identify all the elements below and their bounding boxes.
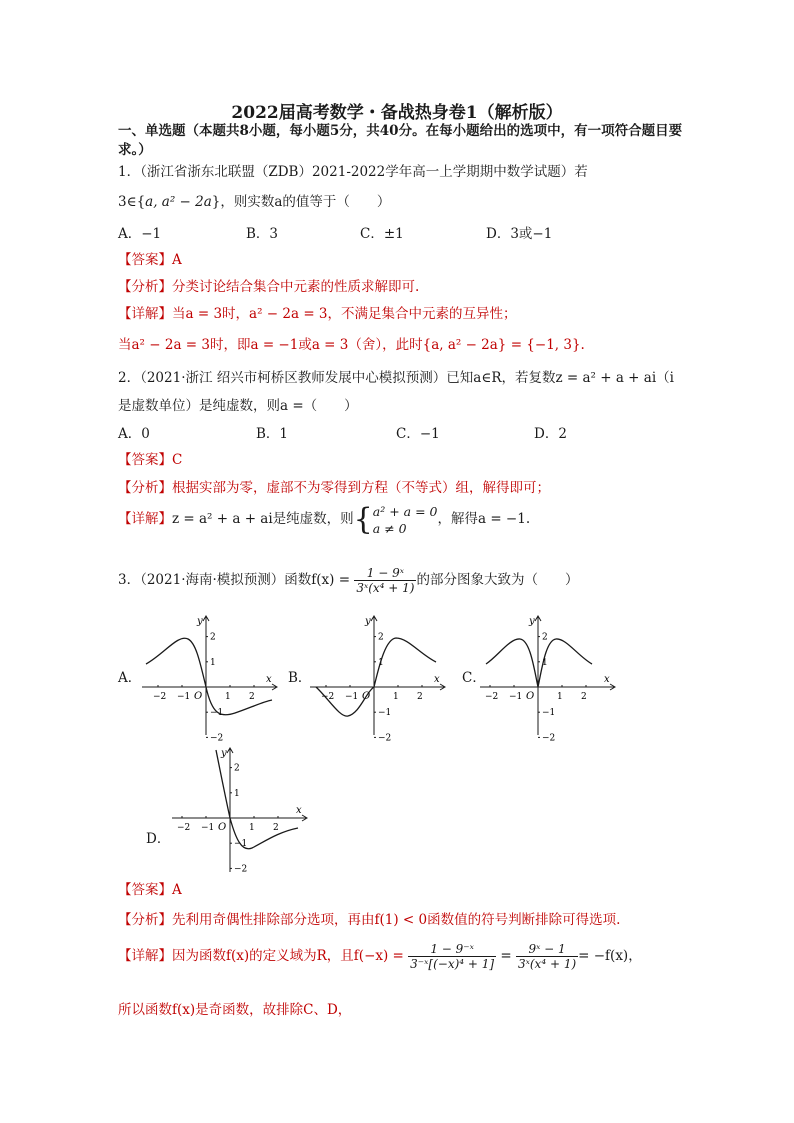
y-tick-label: −1 [210, 708, 224, 719]
x-tick-label: 1 [225, 692, 231, 702]
graph-c [478, 612, 618, 744]
system-brace: { [353, 502, 373, 537]
page-title: 2022届高考数学・备战热身卷1（解析版） [231, 103, 563, 123]
analysis-tag: 【分析】 [118, 912, 172, 928]
graph-d-axes [172, 748, 307, 874]
x-axis-label: x [296, 805, 302, 816]
y-tick-label: −1 [234, 839, 248, 850]
detail-text: 当a = 3时，a² − 2a = 3，不满足集合中元素的互异性； [172, 306, 517, 322]
graph-b [308, 612, 448, 744]
frac-numerator: 1 − 9⁻ˣ [408, 942, 496, 957]
y-tick-label: 1 [210, 657, 216, 668]
graph-b-axes [310, 616, 445, 743]
origin-label: O [194, 691, 203, 702]
q1-analysis [118, 275, 419, 295]
detail-text: 因为函数f(x)的定义域为R，且f(−x) = [172, 948, 404, 964]
q2-option-c: C．−1 [396, 426, 440, 442]
q1-stem: 1．（浙江省浙东北联盟（ZDB）2021-2022学年高一上学期期中数学试题）若 [118, 164, 588, 180]
x-tick-label: −2 [177, 823, 191, 833]
q3-detail [118, 942, 642, 971]
system-eq-2: a ≠ 0 [372, 520, 407, 536]
y-tick-label: −2 [210, 733, 224, 744]
detail-post: ，解得a = −1. [437, 511, 531, 527]
frac-numerator: 1 − 9ˣ [354, 566, 416, 581]
q3-stem-pre: 3．（2021·海南·模拟预测）函数f(x) = [118, 572, 351, 588]
answer-tag: 【答案】 [118, 452, 172, 468]
q2-answer [118, 448, 182, 468]
q1-set-post: }，则实数a的值等于（ ） [211, 194, 391, 210]
q1-option-b: B．3 [246, 226, 279, 242]
q1-set-pre: 3∈{ [118, 194, 146, 210]
detail-tag: 【详解】 [118, 306, 172, 322]
graph-d [170, 744, 310, 874]
y-tick-label: −2 [234, 864, 248, 875]
x-tick-label: 2 [417, 692, 423, 702]
x-tick-label: −1 [201, 823, 215, 833]
equation-system [373, 503, 438, 537]
frac-numerator: 9ˣ − 1 [516, 942, 578, 957]
x-axis-label: x [604, 674, 610, 685]
x-tick-label: 1 [557, 692, 563, 702]
x-tick-label: −1 [177, 692, 191, 702]
graph-a-curve [146, 638, 272, 715]
y-tick-label: 1 [378, 657, 384, 668]
y-axis-label: y [221, 748, 227, 759]
y-tick-label: −1 [378, 708, 392, 719]
x-axis-label: x [266, 674, 272, 685]
analysis-tag: 【分析】 [118, 279, 172, 295]
y-tick-label: −1 [542, 708, 556, 719]
q3-stem-post: 的部分图象大致为（ ） [416, 572, 579, 588]
graph-d-curve [216, 750, 298, 849]
q3-fraction [354, 566, 416, 595]
graph-label-d: D． [146, 831, 171, 847]
answer-value: A [172, 882, 182, 898]
y-axis-label: y [365, 616, 371, 627]
y-axis-label: y [197, 616, 203, 627]
q1-set: a, a² − 2a [145, 194, 212, 210]
graph-b-curve [316, 638, 436, 719]
q3-analysis [118, 908, 620, 928]
detail-tag: 【详解】 [118, 948, 172, 964]
q1-detail-2: 当a² − 2a = 3时，即a = −1或a = 3（舍），此时{a, a² − 2a} = {−1, 3}. [118, 337, 585, 353]
y-tick-label: −2 [378, 733, 392, 744]
q3-answer [118, 878, 182, 898]
q1-option-c: C．±1 [360, 226, 404, 242]
y-axis-label: y [529, 616, 535, 627]
origin-label: O [362, 691, 371, 702]
y-tick-label: 2 [378, 632, 384, 643]
y-tick-label: 2 [234, 763, 240, 774]
x-tick-label: −1 [345, 692, 359, 702]
answer-value: A [172, 252, 182, 268]
answer-tag: 【答案】 [118, 882, 172, 898]
q2-option-b: B．1 [256, 426, 289, 442]
analysis-text: 根据实部为零，虚部不为零得到方程（不等式）组，解得即可； [172, 480, 550, 496]
q2-stem: 2．（2021·浙江 绍兴市柯桥区教师发展中心模拟预测）已知a∈R，若复数z = a² + a + ai（i [118, 370, 674, 386]
x-axis-label: x [434, 674, 440, 685]
q1-answer [118, 248, 182, 268]
x-tick-label: 2 [273, 823, 279, 833]
x-tick-label: 1 [393, 692, 399, 702]
graph-label-b: B． [288, 670, 312, 686]
graph-label-c: C． [462, 670, 486, 686]
q1-option-d: D．3或−1 [486, 226, 553, 242]
q2-option-a: A．0 [118, 426, 150, 442]
graph-c-curve [486, 639, 592, 687]
x-tick-label: 2 [581, 692, 587, 702]
y-tick-label: 1 [542, 657, 548, 668]
q2-stem-line2: 是虚数单位）是纯虚数，则a =（ ） [118, 398, 358, 414]
analysis-text: 先利用奇偶性排除部分选项，再由f(1) < 0函数值的符号判断排除可得选项. [172, 912, 621, 928]
detail-text: z = a² + a + ai是纯虚数，则 [172, 511, 354, 527]
q1-stem-line2 [118, 190, 390, 210]
detail-fraction-2 [516, 942, 578, 971]
answer-value: C [172, 452, 183, 468]
origin-label: O [218, 822, 227, 833]
x-tick-label: −1 [509, 692, 523, 702]
frac-denominator: 3ˣ(x⁴ + 1) [356, 581, 415, 595]
origin-label: O [526, 691, 535, 702]
y-tick-label: −2 [542, 733, 556, 744]
x-tick-label: 2 [249, 692, 255, 702]
q3-detail-2: 所以函数f(x)是奇函数，故排除C、D， [118, 1002, 352, 1018]
detail-fraction-1 [408, 942, 496, 971]
graph-label-a: A． [118, 670, 142, 686]
q2-option-d: D．2 [534, 426, 567, 442]
frac-denominator: 3ˣ(x⁴ + 1) [517, 957, 577, 971]
analysis-tag: 【分析】 [118, 480, 172, 496]
frac-denominator: 3⁻ˣ[(−x)⁴ + 1] [410, 957, 495, 971]
detail-post: = −f(x)， [578, 948, 642, 964]
x-tick-label: −2 [321, 692, 335, 702]
answer-tag: 【答案】 [118, 252, 172, 268]
x-tick-label: 1 [249, 823, 255, 833]
q2-analysis [118, 476, 550, 496]
y-tick-label: 2 [210, 632, 216, 643]
graph-c-axes [480, 616, 615, 743]
analysis-text: 分类讨论结合集合中元素的性质求解即可. [172, 279, 420, 295]
q3-stem [118, 566, 578, 595]
detail-eq-sign: = [500, 948, 512, 964]
q1-option-a: A．−1 [118, 226, 162, 242]
q2-detail [118, 502, 530, 537]
detail-tag: 【详解】 [118, 511, 172, 527]
x-tick-label: −2 [485, 692, 499, 702]
system-eq-1: a² + a = 0 [372, 503, 438, 519]
graph-a-axes [142, 616, 277, 743]
section-heading: 一、单选题（本题共8小题，每小题5分，共40分。在每小题给出的选项中，有一项符合题目要求。） [118, 123, 683, 158]
q1-detail [118, 302, 517, 322]
x-tick-label: −2 [153, 692, 167, 702]
y-tick-label: 2 [542, 632, 548, 643]
graph-a [140, 612, 280, 744]
y-tick-label: 1 [234, 788, 240, 799]
